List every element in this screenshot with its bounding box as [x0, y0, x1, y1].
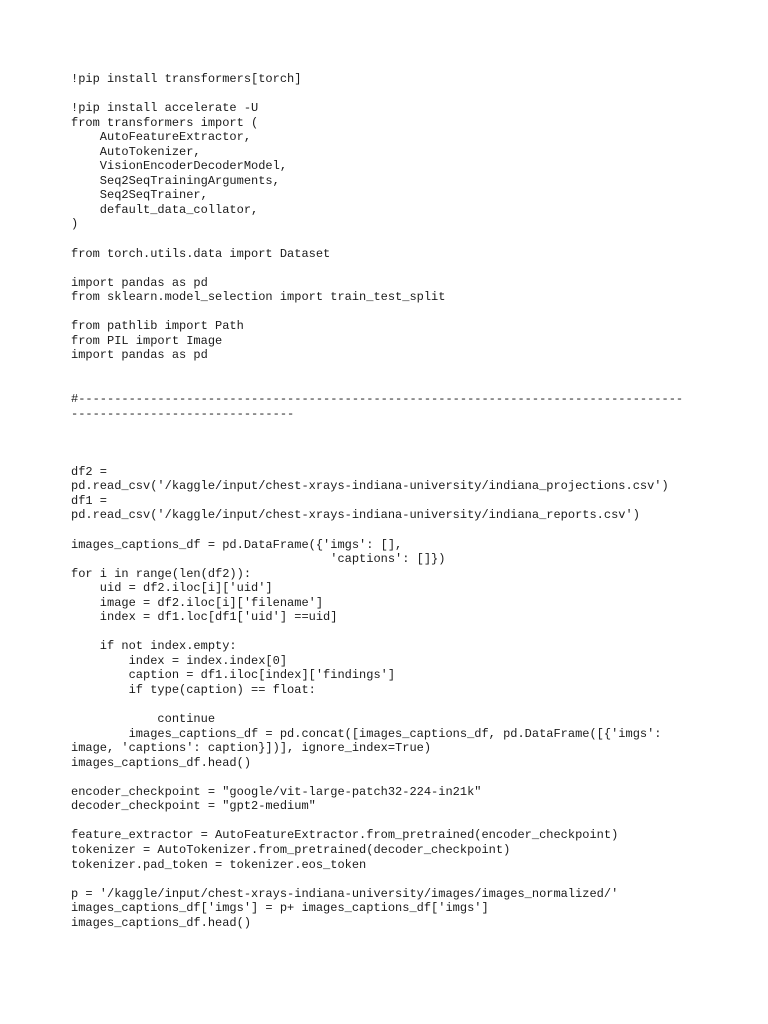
code-line: default_data_collator, — [71, 202, 259, 217]
code-line: from pathlib import Path — [71, 319, 244, 334]
code-line — [71, 87, 751, 102]
code-line: images_captions_df['imgs'] = p+ images_captions_df['imgs'] — [71, 901, 489, 916]
code-line: AutoTokenizer, — [71, 144, 201, 159]
code-line: 'captions': []}) — [71, 552, 446, 567]
code-line: ------------------------------- — [71, 406, 295, 421]
code-line — [71, 698, 751, 713]
code-line: images_captions_df.head() — [71, 915, 252, 930]
code-line: import pandas as pd — [71, 275, 208, 290]
code-line: images_captions_df = pd.DataFrame({'imgs': [], — [71, 537, 403, 552]
code-line — [71, 872, 751, 887]
code-line: pd.read_csv('/kaggle/input/chest-xrays-indiana-university/indiana_reports.csv') — [71, 508, 640, 523]
code-line: tokenizer.pad_token = tokenizer.eos_token — [71, 857, 367, 872]
code-line — [71, 261, 751, 276]
code-line: p = '/kaggle/input/chest-xrays-indiana-university/images/images_normalized/' — [71, 886, 619, 901]
code-line: tokenizer = AutoTokenizer.from_pretrained(decoder_checkpoint) — [71, 842, 511, 857]
code-line — [71, 421, 751, 436]
code-line: VisionEncoderDecoderModel, — [71, 159, 288, 174]
code-line: image, 'captions': caption}])], ignore_index=True) — [71, 741, 432, 756]
code-line: uid = df2.iloc[i]['uid'] — [71, 581, 273, 596]
code-line: pd.read_csv('/kaggle/input/chest-xrays-indiana-university/indiana_projections.csv') — [71, 479, 669, 494]
code-text-block — [71, 72, 751, 930]
code-line — [71, 436, 751, 451]
code-line: Seq2SeqTrainingArguments, — [71, 173, 280, 188]
code-line: images_captions_df.head() — [71, 755, 252, 770]
code-line: df1 = — [71, 493, 108, 508]
code-line: continue — [71, 712, 216, 727]
code-line: import pandas as pd — [71, 348, 208, 363]
code-line — [71, 363, 751, 378]
code-line: index = index.index[0] — [71, 653, 288, 668]
code-line: Seq2SeqTrainer, — [71, 188, 208, 203]
code-line: df2 = — [71, 464, 108, 479]
code-line: index = df1.loc[df1['uid'] ==uid] — [71, 610, 338, 625]
code-line — [71, 523, 751, 538]
code-line: image = df2.iloc[i]['filename'] — [71, 595, 324, 610]
code-line: !pip install accelerate -U — [71, 101, 259, 116]
code-line — [71, 770, 751, 785]
code-line — [71, 305, 751, 320]
code-line — [71, 450, 751, 465]
code-line: if type(caption) == float: — [71, 682, 316, 697]
code-line: caption = df1.iloc[index]['findings'] — [71, 668, 396, 683]
code-line: feature_extractor = AutoFeatureExtractor.from_pretrained(encoder_checkpoint) — [71, 828, 619, 843]
code-line: from torch.utils.data import Dataset — [71, 246, 331, 261]
code-line: from transformers import ( — [71, 115, 259, 130]
code-line: !pip install transformers[torch] — [71, 72, 302, 86]
code-line — [71, 814, 751, 829]
code-line: from sklearn.model_selection import train_test_split — [71, 290, 446, 305]
code-line — [71, 232, 751, 247]
code-line: if not index.empty: — [71, 639, 237, 654]
code-line: ) — [71, 217, 79, 232]
code-line: #------------------------------------------------------------------------------------ — [71, 392, 684, 407]
code-line: from PIL import Image — [71, 333, 223, 348]
code-line — [71, 625, 751, 640]
code-line: decoder_checkpoint = "gpt2-medium" — [71, 799, 316, 814]
code-line: for i in range(len(df2)): — [71, 566, 252, 581]
code-line — [71, 377, 751, 392]
code-line: images_captions_df = pd.concat([images_captions_df, pd.DataFrame([{'imgs': — [71, 726, 662, 741]
code-line: AutoFeatureExtractor, — [71, 130, 252, 145]
code-line: encoder_checkpoint = "google/vit-large-patch32-224-in21k" — [71, 784, 482, 799]
